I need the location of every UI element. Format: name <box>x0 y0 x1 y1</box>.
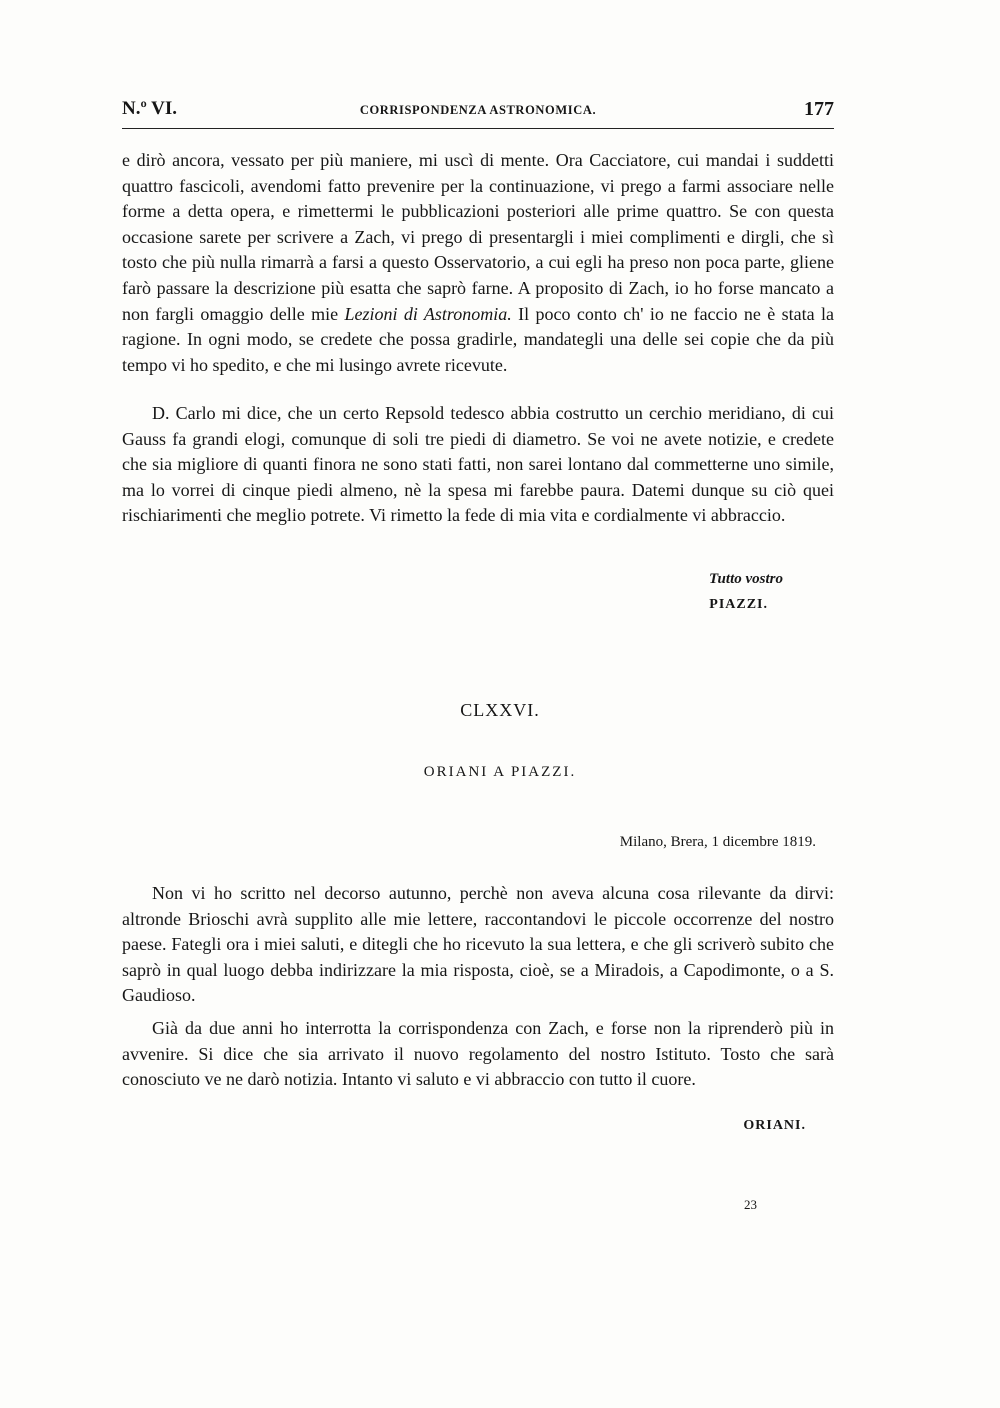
letter1-paragraph-1 <box>122 148 834 378</box>
header-rule <box>122 128 834 129</box>
letter2-signature: ORIANI. <box>743 1118 806 1133</box>
letter2-paragraph-1: Non vi ho scritto nel decorso autunno, perchè non aveva alcuna cosa rilevante da dirvi: altronde Brioschi avrà supplito alle mie lettere, raccontandovi le piccole occorrenze del nostro paese. Fategli ora i miei saluti, e ditegli che ho ricevuto la sua lettera, e che gli scriverò subito che saprò in qual luogo debba indirizzare la mia risposta, cioè, se a Miradois, a Capodimonte, o a S. Gaudioso. <box>122 883 834 1006</box>
letter2-paragraph-2: Già da due anni ho interrotta la corrispondenza con Zach, e forse non la riprenderò più in avvenire. Si dice che sia arrivato il nuovo regolamento del nostro Istituto. Tosto che sarà conosciuto ve ne darò notizia. Intanto vi saluto e vi abbraccio con tutto il cuore. <box>122 1018 834 1090</box>
running-title: CORRISPONDENZA ASTRONOMICA. <box>359 103 597 117</box>
section-number: N.º VI. <box>122 98 178 119</box>
letter-heading: ORIANI A PIAZZI. <box>423 764 577 780</box>
page-number: 177 <box>804 98 834 120</box>
letter1-signature: PIAZZI. <box>709 597 768 612</box>
letter1-closing: Tutto vostro <box>708 571 783 587</box>
letter1-text-a: e dirò ancora, vessato per più maniere, mi uscì di mente. Ora Cacciatore, cui mandai i suddetti quattro fascicoli, avendomi fatto prevenire per la continuazione, vi prego a farmi associare nelle forme a detta opera, e rimettermi le pubblicazioni posteriori alle prime quattro. Se con questa occasione sarete per scrivere a Zach, vi prego di presentargli i miei complimenti e dirgli, che sì tosto che più nulla rimarrà a farsi a questo Osservatorio, a cui egli ha preso non poca parte, gliene farò passare la descrizione più esatta che saprò farne. A proposito di Zach, io ho forse mancato a non fargli omaggio delle mie <box>122 150 834 324</box>
running-header <box>122 98 834 124</box>
letter1-text-b: Il poco conto ch' io ne faccio ne è stata la ragione. In ogni modo, se credete che possa gradirle, mandategli una delle sei copie che da più tempo vi ho spedito, e che mi lusingo avrete ricevute. <box>122 303 834 375</box>
book-title-italic: Lezioni di Astronomia. <box>344 303 512 324</box>
letter-number: CLXXVI. <box>460 700 540 720</box>
letter-dateline: Milano, Brera, 1 dicembre 1819. <box>619 834 816 850</box>
letter1-paragraph-2: D. Carlo mi dice, che un certo Repsold tedesco abbia costrutto un cerchio meridiano, di cui Gauss fa grandi elogi, comunque di soli tre piedi di diametro. Se voi ne avete notizie, e credete che sia migliore di quanti finora ne sono stati fatti, non sarei lontano dal commetterne uno simile, ma lo vorrei di cinque piedi almeno, nè la spesa mi farebbe paura. Datemi dunque su ciò quei rischiarimenti che meglio potrete. Vi rimetto la fede di mia vita e cordialmente vi abbraccio. <box>122 403 834 526</box>
signature-mark: 23 <box>744 1197 757 1212</box>
